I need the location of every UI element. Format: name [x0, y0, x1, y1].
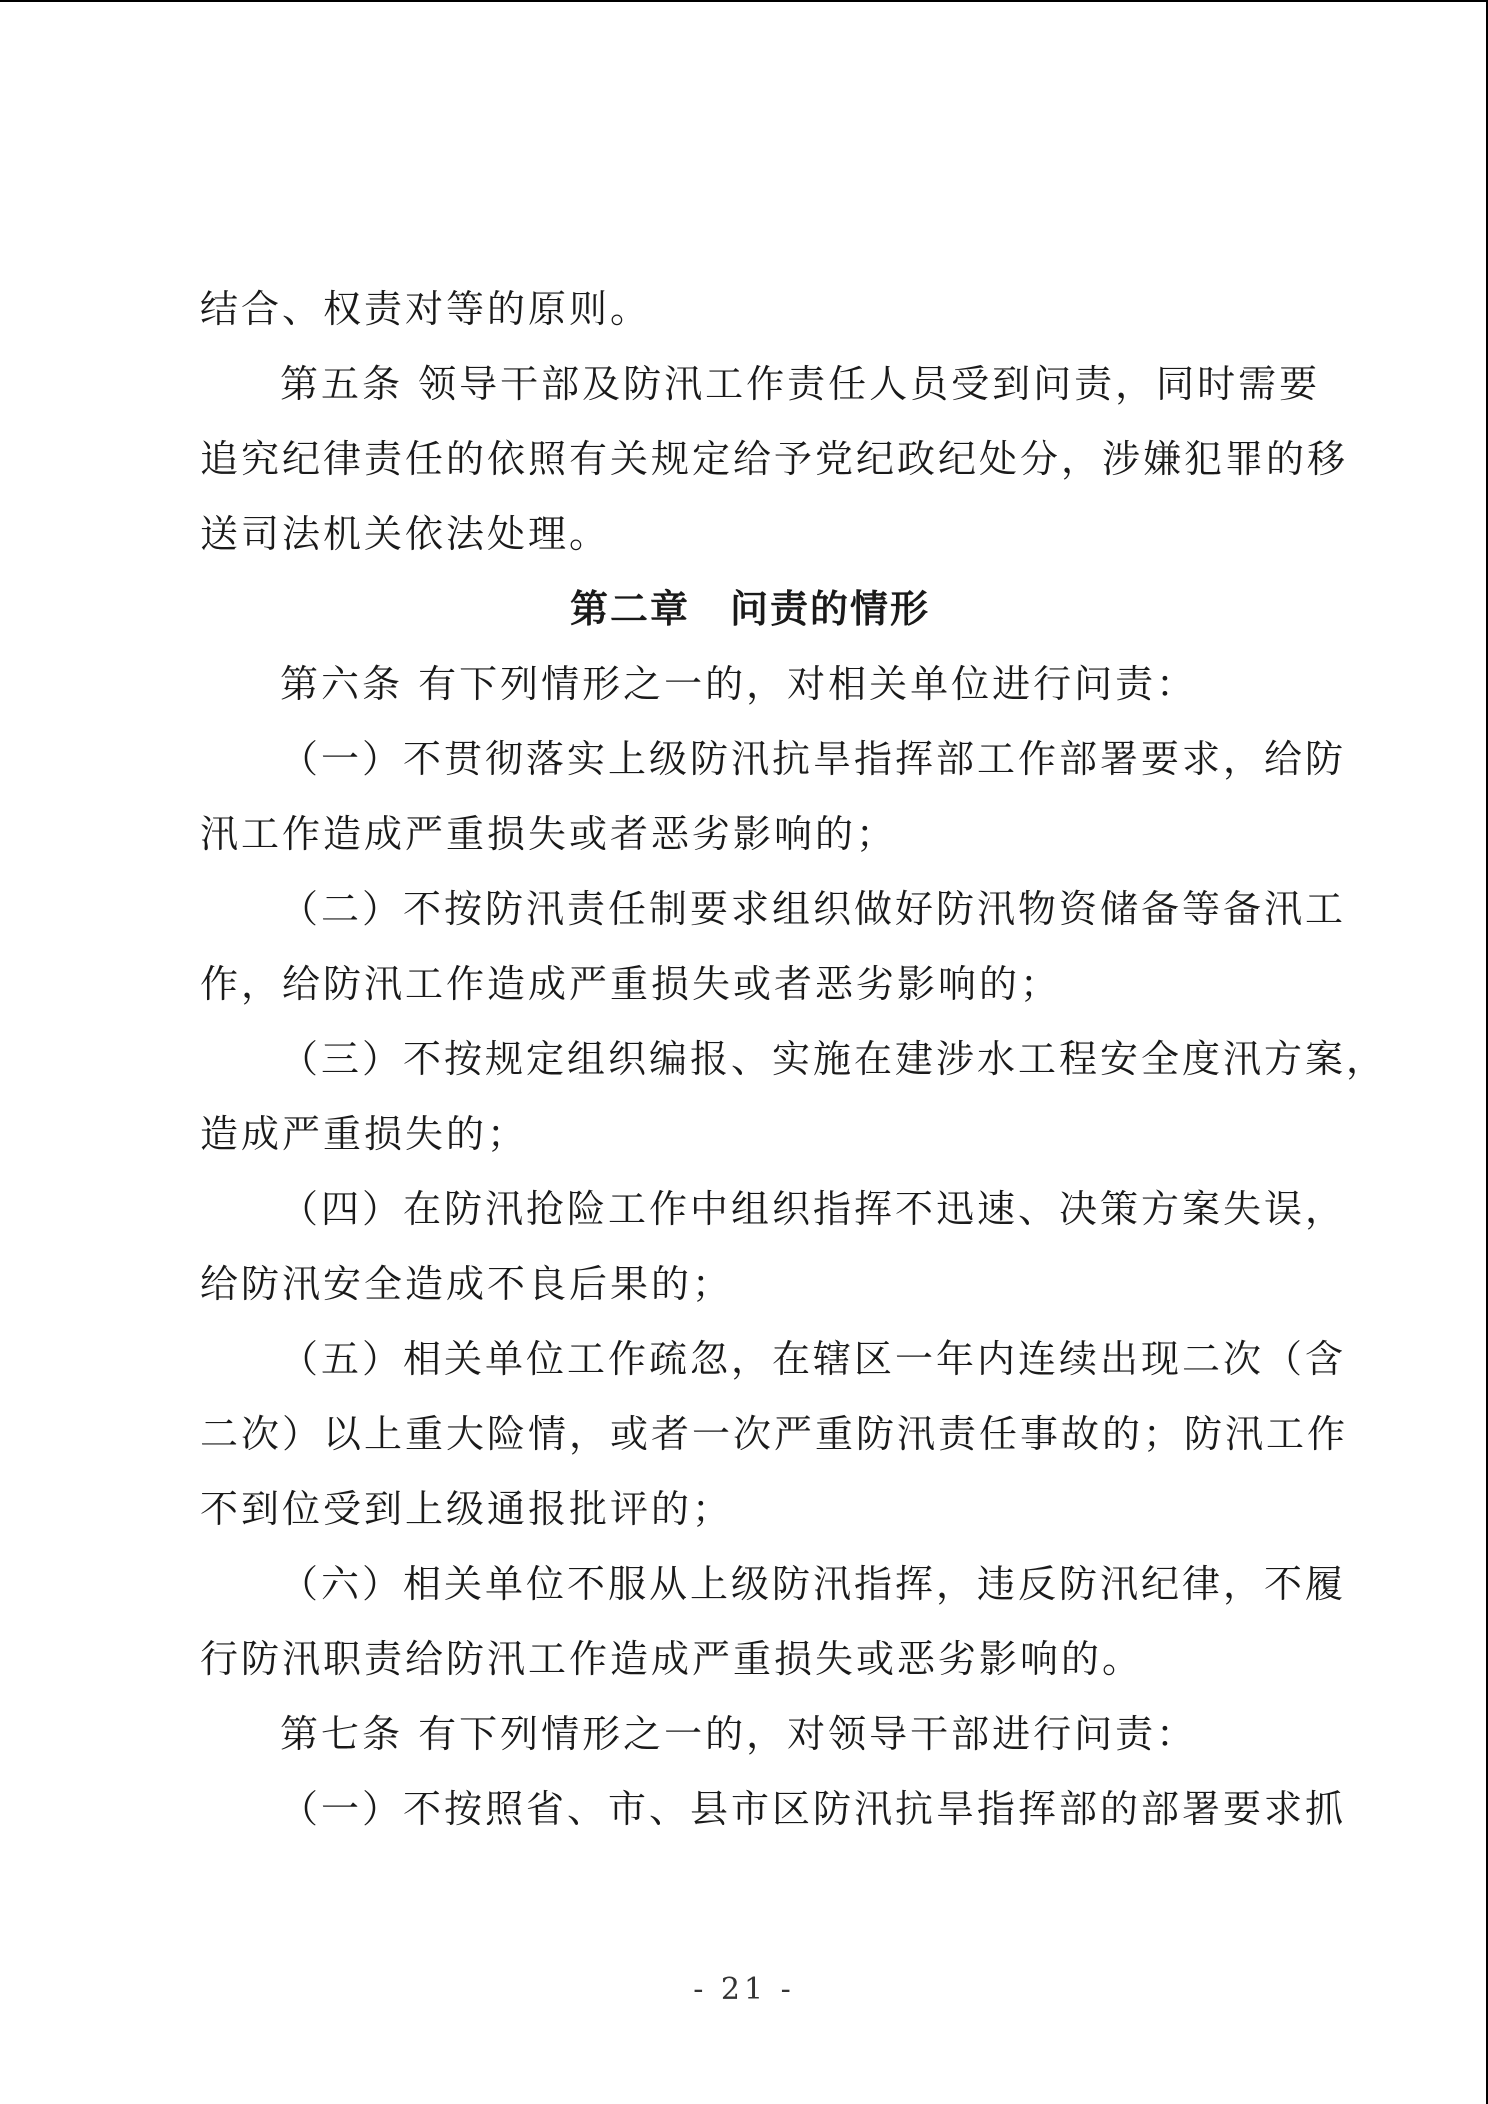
- document-body: [200, 272, 1388, 1847]
- article-5-line-2: 追究纪律责任的依照有关规定给予党纪政纪处分，涉嫌犯罪的移: [200, 437, 1349, 481]
- page-border-top: [0, 0, 1488, 2]
- clause-6-3-line-1: （三）不按规定组织编报、实施在建涉水工程安全度汛方案，: [280, 1037, 1388, 1081]
- article-5-line-3: 送司法机关依法处理。: [200, 512, 611, 556]
- clause-6-5-line-1: （五）相关单位工作疏忽，在辖区一年内连续出现二次（含: [280, 1337, 1347, 1381]
- clause-6-2-line-1: （二）不按防汛责任制要求组织做好防汛物资储备等备汛工: [280, 887, 1347, 931]
- clause-6-1-line-2: 汛工作造成严重损失或者恶劣影响的；: [200, 812, 898, 856]
- clause-6-1-line-1: （一）不贯彻落实上级防汛抗旱指挥部工作部署要求，给防: [280, 737, 1347, 781]
- clause-6-2-line-2: 作，给防汛工作造成严重损失或者恶劣影响的；: [200, 962, 1062, 1006]
- page-number: - 21 -: [693, 1972, 795, 2007]
- clause-6-5-line-3: 不到位受到上级通报批评的；: [200, 1487, 734, 1531]
- article-5-line-1: 第五条 领导干部及防汛工作责任人员受到问责，同时需要: [280, 362, 1321, 406]
- clause-6-3-line-2: 造成严重损失的；: [200, 1112, 529, 1156]
- clause-6-6-line-1: （六）相关单位不服从上级防汛指挥，违反防汛纪律，不履: [280, 1562, 1347, 1606]
- article-6-heading: 第六条 有下列情形之一的，对相关单位进行问责：: [280, 662, 1198, 706]
- clause-7-1-line-1: （一）不按照省、市、县市区防汛抗旱指挥部的部署要求抓: [280, 1787, 1347, 1831]
- clause-6-5-line-2: 二次）以上重大险情，或者一次严重防汛责任事故的；防汛工作: [200, 1412, 1349, 1456]
- text-line: 结合、权责对等的原则。: [200, 287, 652, 331]
- clause-6-6-line-2: 行防汛职责给防汛工作造成严重损失或恶劣影响的。: [200, 1637, 1144, 1681]
- clause-6-4-line-1: （四）在防汛抢险工作中组织指挥不迅速、决策方案失误，: [280, 1187, 1347, 1231]
- article-7-heading: 第七条 有下列情形之一的，对领导干部进行问责：: [280, 1712, 1198, 1756]
- chapter-heading: 第二章 问责的情形: [569, 587, 930, 631]
- clause-6-4-line-2: 给防汛安全造成不良后果的；: [200, 1262, 734, 1306]
